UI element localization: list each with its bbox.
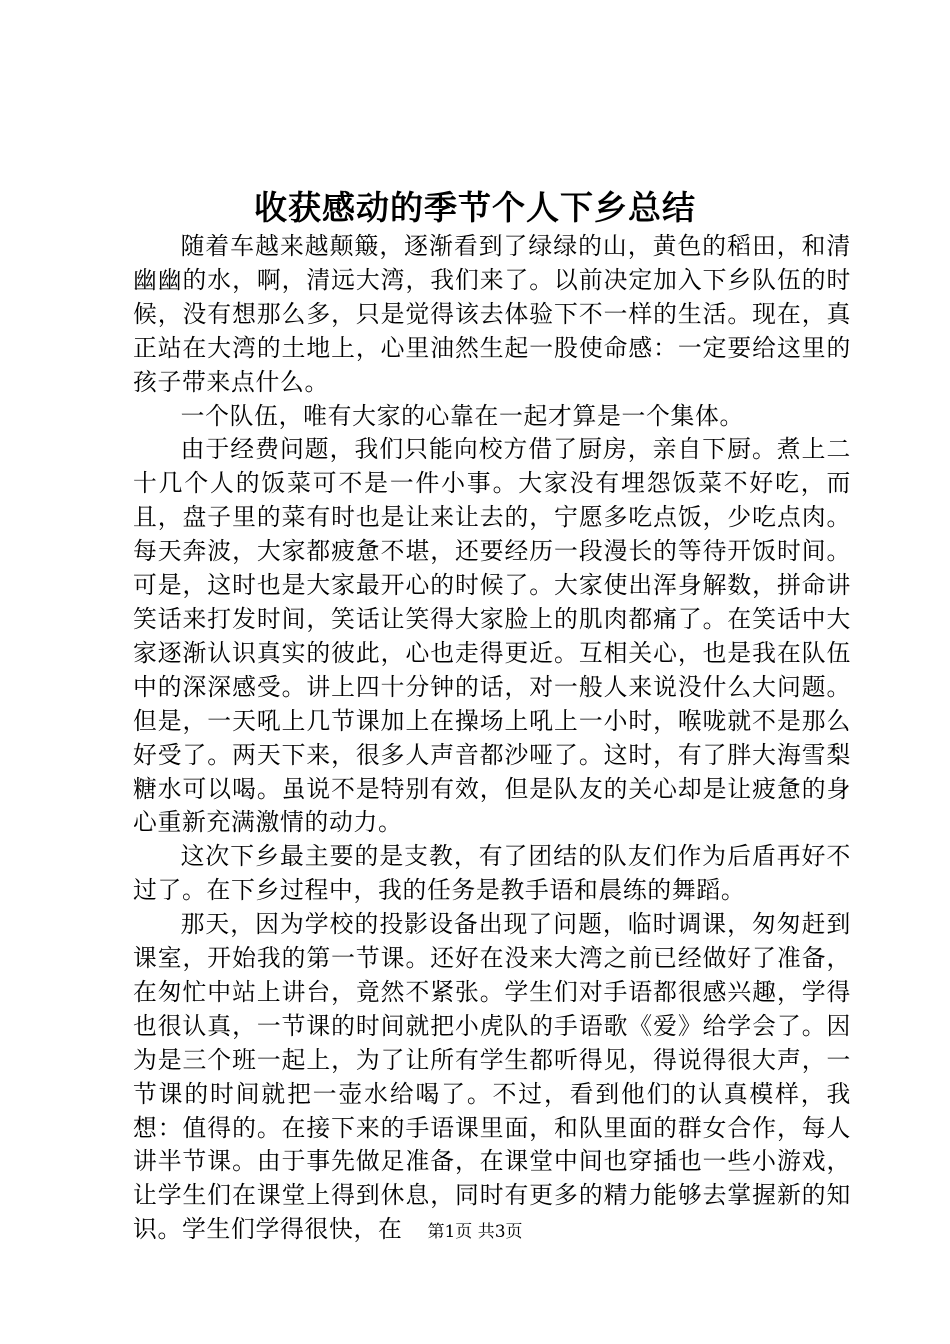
paragraph: 这次下乡最主要的是支教，有了团结的队友们作为后盾再好不过了。在下乡过程中，我的任务是教手语和晨练的舞蹈。 (133, 842, 851, 905)
paragraph: 一个队伍，唯有大家的心靠在一起才算是一个集体。 (180, 401, 745, 430)
paragraph: 那天，因为学校的投影设备出现了问题，临时调课，匆匆赶到课室，开始我的第一节课。还好在没来大湾之前已经做好了准备，在匆忙中站上讲台，竟然不紧张。学生们对手语都很感兴趣，学得也很认真，一节课的时间就把小虎队的手语歌《爱》给学会了。因为是三个班一起上，为了让所有学生都听得见，得说得很大声，一节课的时间就把一壶水给喝了。不过，看到他们的认真模样，我想：值得的。在接下来的手语课里面，和队里面的群女合作，每人讲半节课。由于事先做足准备，在课堂中间也穿插也一些小游戏，让学生们在课堂上得到休息，同时有更多的精力能够去掌握新的知识。学生们学得很快，在 (133, 910, 851, 1244)
page-number-footer: 第1页 共3页 (427, 1222, 523, 1242)
page-title: 收获感动的季节个人下乡总结 (254, 188, 696, 227)
paragraph: 随着车越来越颠簸，逐渐看到了绿绿的山，黄色的稻田，和清幽幽的水，啊，清远大湾，我们来了。以前决定加入下乡队伍的时候，没有想那么多，只是觉得该去体验下不一样的生活。现在，真正站在大湾的土地上，心里油然生起一股使命感：一定要给这里的孩子带来点什么。 (133, 232, 851, 396)
paragraph: 由于经费问题，我们只能向校方借了厨房，亲自下厨。煮上二十几个人的饭菜可不是一件小事。大家没有埋怨饭菜不好吃，而且，盘子里的菜有时也是让来让去的，宁愿多吃点饭，少吃点肉。每天奔波，大家都疲惫不堪，还要经历一段漫长的等待开饭时间。可是，这时也是大家最开心的时候了。大家使出浑身解数，拼命讲笑话来打发时间，笑话让笑得大家脸上的肌肉都痛了。在笑话中大家逐渐认识真实的彼此，心也走得更近。互相关心，也是我在队伍中的深深感受。讲上四十分钟的话，对一般人来说没什么大问题。但是，一天吼上几节课加上在操场上吼上一小时，喉咙就不是那么好受了。两天下来，很多人声音都沙哑了。这时，有了胖大海雪梨糖水可以喝。虽说不是特别有效，但是队友的关心却是让疲惫的身心重新充满激情的动力。 (133, 435, 851, 837)
document-body (133, 230, 851, 1247)
